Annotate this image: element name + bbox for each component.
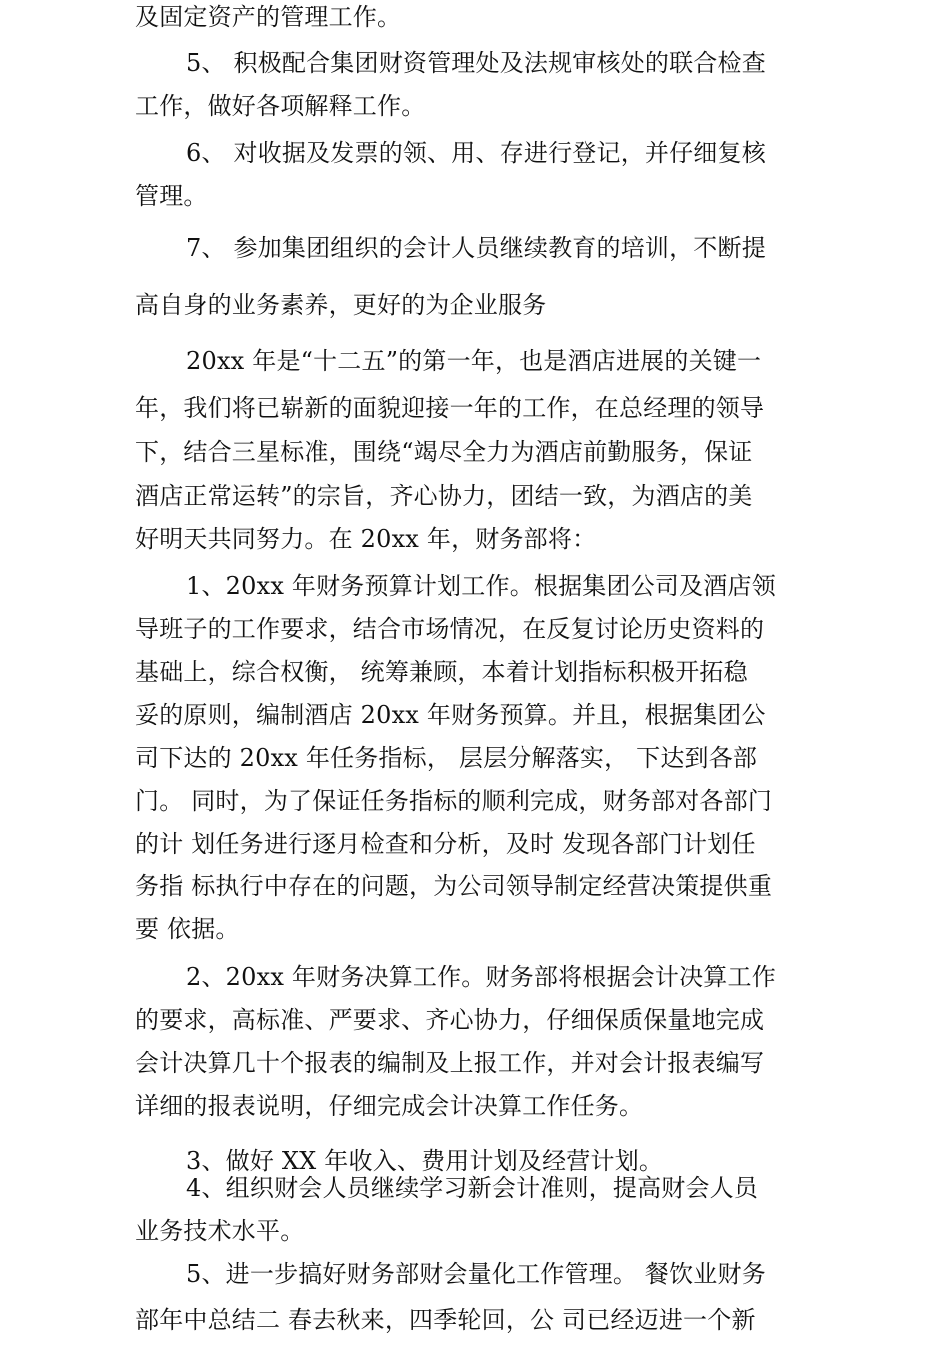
text-line: 5、进一步搞好财务部财会量化工作管理。 餐饮业财务 bbox=[186, 1260, 766, 1288]
text-line: 年，我们将已崭新的面貌迎接一年的工作，在总经理的领导 bbox=[135, 394, 765, 422]
text-line: 管理。 bbox=[135, 182, 208, 210]
text-line: 的要求，高标准、严要求、齐心协力，仔细保质保量地完成 bbox=[135, 1006, 765, 1034]
text-line: 4、组织财会人员继续学习新会计准则，提高财会人员 bbox=[186, 1174, 759, 1202]
text-line: 高自身的业务素养，更好的为企业服务 bbox=[135, 291, 547, 319]
text-line: 7、 参加集团组织的会计人员继续教育的培训，不断提 bbox=[186, 234, 766, 262]
text-line: 3、做好 XX 年收入、费用计划及经营计划。 bbox=[186, 1147, 664, 1175]
text-line: 门。 同时，为了保证任务指标的顺利完成，财务部对各部门 bbox=[135, 787, 773, 815]
text-line: 及固定资产的管理工作。 bbox=[135, 3, 402, 31]
text-line: 20xx 年是“十二五”的第一年，也是酒店进展的关键一 bbox=[186, 347, 762, 375]
text-line: 酒店正常运转”的宗旨，齐心协力，团结一致，为酒店的美 bbox=[135, 482, 753, 510]
text-line: 司下达的 20xx 年任务指标， 层层分解落实， 下达到各部 bbox=[135, 744, 758, 772]
text-line: 务指 标执行中存在的问题，为公司领导制定经营决策提供重 bbox=[135, 872, 773, 900]
text-line: 妥的原则，编制酒店 20xx 年财务预算。并且，根据集团公 bbox=[135, 701, 766, 729]
text-line: 工作，做好各项解释工作。 bbox=[135, 92, 426, 120]
text-line: 要 依据。 bbox=[135, 915, 240, 943]
text-line: 导班子的工作要求，结合市场情况，在反复讨论历史资料的 bbox=[135, 615, 765, 643]
text-line: 1、20xx 年财务预算计划工作。根据集团公司及酒店领 bbox=[186, 572, 776, 600]
text-line: 详细的报表说明，仔细完成会计决算工作任务。 bbox=[135, 1092, 644, 1120]
text-line: 6、 对收据及发票的领、用、存进行登记，并仔细复核 bbox=[186, 139, 766, 167]
text-line: 基础上，综合权衡， 统筹兼顾，本着计划指标积极开拓稳 bbox=[135, 658, 748, 686]
text-line: 部年中总结二 春去秋来，四季轮回，公 司已经迈进一个新 bbox=[135, 1306, 756, 1334]
text-line: 会计决算几十个报表的编制及上报工作，并对会计报表编写 bbox=[135, 1049, 765, 1077]
text-line: 的计 划任务进行逐月检查和分析，及时 发现各部门计划任 bbox=[135, 830, 756, 858]
text-line: 业务技术水平。 bbox=[135, 1217, 305, 1245]
text-line: 下，结合三星标准，围绕“竭尽全力为酒店前勤服务，保证 bbox=[135, 438, 753, 466]
text-line: 5、 积极配合集团财资管理处及法规审核处的联合检查 bbox=[186, 49, 766, 77]
text-line: 2、20xx 年财务决算工作。财务部将根据会计决算工作 bbox=[186, 963, 776, 991]
text-line: 好明天共同努力。在 20xx 年，财务部将： bbox=[135, 525, 597, 553]
